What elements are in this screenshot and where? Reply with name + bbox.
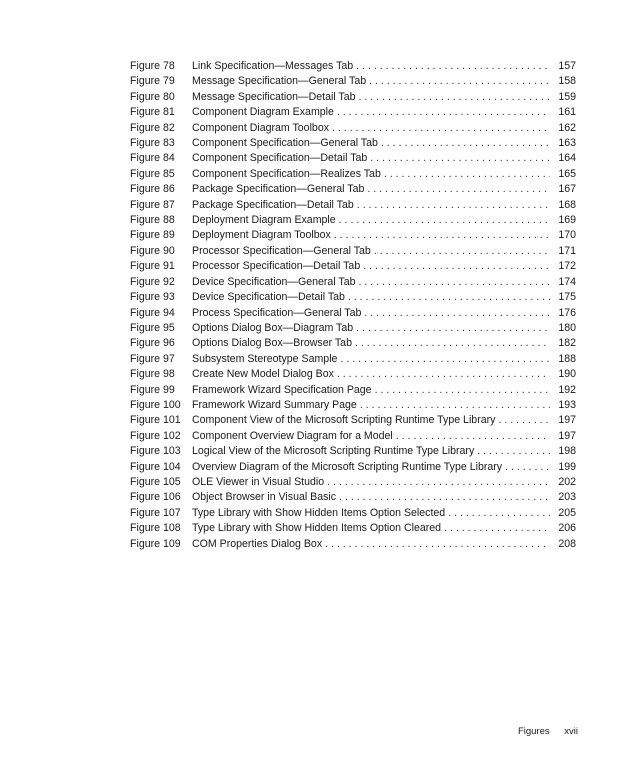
- figure-page-number: 163: [558, 137, 576, 150]
- dot-leader: [337, 367, 550, 382]
- figure-page-number: 203: [558, 491, 576, 504]
- dot-leader: [356, 59, 550, 74]
- page-footer: [518, 726, 578, 737]
- figure-entry[interactable]: [130, 490, 576, 505]
- dot-leader: [498, 413, 550, 428]
- dot-leader: [375, 383, 550, 398]
- figure-page-number: 192: [558, 383, 576, 396]
- figure-label: Figure 98: [130, 368, 175, 381]
- figure-entry[interactable]: [130, 444, 576, 459]
- figure-title: Options Dialog Box—Diagram Tab: [192, 321, 354, 334]
- figure-page-number: 167: [558, 183, 576, 196]
- figure-entry[interactable]: [130, 151, 576, 166]
- figure-page-number: 158: [558, 75, 576, 88]
- figure-title: Options Dialog Box—Browser Tab: [192, 337, 352, 350]
- figure-title: Process Specification—General Tab: [192, 306, 362, 319]
- figure-label: Figure 106: [130, 491, 181, 504]
- figure-title: Type Library with Show Hidden Items Option Cleared: [192, 522, 442, 535]
- figure-title: Package Specification—Detail Tab: [192, 198, 354, 211]
- figure-entry[interactable]: [130, 228, 576, 243]
- figure-label: Figure 96: [130, 337, 175, 350]
- figure-label: Figure 93: [130, 291, 175, 304]
- figure-title: Logical View of the Microsoft Scripting Runtime Type Library: [192, 445, 475, 458]
- dot-leader: [337, 105, 550, 120]
- figure-label: Figure 79: [130, 75, 175, 88]
- dot-leader: [359, 90, 550, 105]
- figure-label: Figure 109: [130, 537, 181, 550]
- dot-leader: [332, 121, 550, 136]
- figure-title: OLE Viewer in Visual Studio: [192, 475, 325, 488]
- figure-title: Component Specification—Detail Tab: [192, 152, 368, 165]
- figure-page-number: 165: [558, 167, 576, 180]
- figure-entry[interactable]: [130, 352, 576, 367]
- dot-leader: [360, 398, 550, 413]
- figure-page-number: 197: [558, 414, 576, 427]
- figure-title: Subsystem Stereotype Sample: [192, 352, 338, 365]
- figure-page-number: 206: [558, 522, 576, 535]
- dot-leader: [325, 537, 550, 552]
- figure-page-number: 172: [558, 260, 576, 273]
- figure-page-number: 199: [558, 460, 576, 473]
- figure-page-number: 188: [558, 352, 576, 365]
- dot-leader: [370, 151, 550, 166]
- figure-title: Processor Specification—Detail Tab: [192, 260, 361, 273]
- figure-entry[interactable]: [130, 121, 576, 136]
- figure-label: Figure 102: [130, 429, 181, 442]
- figure-entry[interactable]: [130, 290, 576, 305]
- dot-leader: [339, 490, 550, 505]
- figure-page-number: 170: [558, 229, 576, 242]
- figure-entry[interactable]: [130, 367, 576, 382]
- figure-label: Figure 90: [130, 244, 175, 257]
- dot-leader: [364, 306, 550, 321]
- dot-leader: [356, 321, 550, 336]
- figure-title: Deployment Diagram Example: [192, 214, 336, 227]
- figure-label: Figure 85: [130, 167, 175, 180]
- figure-label: Figure 81: [130, 106, 175, 119]
- dot-leader: [369, 74, 550, 89]
- figure-label: Figure 100: [130, 398, 181, 411]
- dot-leader: [381, 136, 550, 151]
- figure-title: Component Diagram Toolbox: [192, 121, 330, 134]
- figure-entry[interactable]: [130, 182, 576, 197]
- dot-leader: [334, 228, 550, 243]
- figure-entry[interactable]: [130, 198, 576, 213]
- figure-page-number: 174: [558, 275, 576, 288]
- figure-entry[interactable]: [130, 383, 576, 398]
- figure-entry[interactable]: [130, 429, 576, 444]
- dot-leader: [348, 290, 550, 305]
- figure-page-number: 162: [558, 121, 576, 134]
- figure-title: Deployment Diagram Toolbox: [192, 229, 331, 242]
- dot-leader: [505, 460, 550, 475]
- figure-page-number: 157: [558, 60, 576, 72]
- figure-page-number: 176: [558, 306, 576, 319]
- figure-title: Component Diagram Example: [192, 106, 334, 119]
- figure-title: Message Specification—General Tab: [192, 75, 367, 88]
- figure-title: Type Library with Show Hidden Items Option Selected: [192, 506, 446, 519]
- dot-leader: [359, 275, 550, 290]
- figure-page-number: 202: [558, 475, 576, 488]
- figure-label: Figure 84: [130, 152, 175, 165]
- figure-entry[interactable]: [130, 213, 576, 228]
- figure-entry[interactable]: [130, 521, 576, 536]
- figure-title: Component Overview Diagram for a Model: [192, 429, 393, 442]
- figure-entry[interactable]: [130, 59, 576, 74]
- figure-page-number: 193: [558, 398, 576, 411]
- dot-leader: [444, 521, 550, 536]
- figure-label: Figure 92: [130, 275, 175, 288]
- figure-entry[interactable]: [130, 506, 576, 521]
- dot-leader: [367, 182, 550, 197]
- figure-label: Figure 108: [130, 522, 181, 535]
- figure-label: Figure 95: [130, 321, 175, 334]
- figure-title: Device Specification—General Tab: [192, 275, 356, 288]
- list-of-figures: [130, 59, 576, 552]
- figure-label: Figure 94: [130, 306, 175, 319]
- dot-leader: [448, 506, 550, 521]
- figure-entry[interactable]: [130, 306, 576, 321]
- footer-page-number: xvii: [564, 726, 578, 737]
- figure-title: Component View of the Microsoft Scripting Runtime Type Library: [192, 414, 496, 427]
- figure-page-number: 175: [558, 291, 576, 304]
- figure-page-number: 197: [558, 429, 576, 442]
- figure-label: Figure 82: [130, 121, 175, 134]
- figure-title: Create New Model Dialog Box: [192, 368, 334, 381]
- dot-leader: [374, 244, 550, 259]
- dot-leader: [396, 429, 550, 444]
- figure-label: Figure 105: [130, 475, 181, 488]
- figure-label: Figure 103: [130, 445, 181, 458]
- figure-title: Overview Diagram of the Microsoft Scripting Runtime Type Library: [192, 460, 503, 473]
- figure-entry[interactable]: [130, 90, 576, 105]
- figure-label: Figure 91: [130, 260, 175, 273]
- figure-page-number: 171: [558, 244, 576, 257]
- figure-entry[interactable]: [130, 321, 576, 336]
- figure-label: Figure 87: [130, 198, 175, 211]
- figure-entry[interactable]: [130, 167, 576, 182]
- figure-page-number: 208: [558, 537, 576, 550]
- figure-label: Figure 83: [130, 137, 175, 150]
- figure-title: Framework Wizard Summary Page: [192, 398, 357, 411]
- figure-entry[interactable]: [130, 460, 576, 475]
- figure-entry[interactable]: [130, 398, 576, 413]
- figure-label: Figure 97: [130, 352, 175, 365]
- figure-label: Figure 99: [130, 383, 175, 396]
- figure-entry[interactable]: [130, 105, 576, 120]
- figure-label: Figure 88: [130, 214, 175, 227]
- figure-page-number: 161: [558, 106, 576, 119]
- figure-page-number: 169: [558, 214, 576, 227]
- figure-title: Link Specification—Messages Tab: [192, 60, 354, 72]
- figure-page-number: 180: [558, 321, 576, 334]
- dot-leader: [327, 475, 550, 490]
- figure-title: Processor Specification—General Tab: [192, 244, 371, 257]
- dot-leader: [340, 352, 550, 367]
- figure-label: Figure 86: [130, 183, 175, 196]
- figure-page-number: 182: [558, 337, 576, 350]
- figure-title: COM Properties Dialog Box: [192, 537, 323, 550]
- figure-title: Message Specification—Detail Tab: [192, 90, 356, 103]
- dot-leader: [355, 336, 550, 351]
- figure-title: Framework Wizard Specification Page: [192, 383, 372, 396]
- figure-entry[interactable]: [130, 259, 576, 274]
- dot-leader: [477, 444, 550, 459]
- figure-page-number: 198: [558, 445, 576, 458]
- dot-leader: [357, 198, 550, 213]
- dot-leader: [363, 259, 550, 274]
- figure-entry[interactable]: [130, 413, 576, 428]
- figure-title: Device Specification—Detail Tab: [192, 291, 345, 304]
- figure-title: Component Specification—Realizes Tab: [192, 167, 381, 180]
- figure-title: Component Specification—General Tab: [192, 137, 378, 150]
- figure-label: Figure 101: [130, 414, 181, 427]
- figure-page-number: 168: [558, 198, 576, 211]
- figure-label: Figure 104: [130, 460, 181, 473]
- dot-leader: [384, 167, 550, 182]
- figure-page-number: 205: [558, 506, 576, 519]
- figure-entry[interactable]: [130, 74, 576, 89]
- figure-title: Object Browser in Visual Basic: [192, 491, 337, 504]
- figure-entry[interactable]: [130, 336, 576, 351]
- figure-page-number: 159: [558, 90, 576, 103]
- figure-label: Figure 89: [130, 229, 175, 242]
- figure-entry[interactable]: [130, 275, 576, 290]
- dot-leader: [339, 213, 550, 228]
- figure-label: Figure 78: [130, 60, 175, 72]
- figure-page-number: 190: [558, 368, 576, 381]
- figure-entry[interactable]: [130, 244, 576, 259]
- figure-title: Package Specification—General Tab: [192, 183, 365, 196]
- figure-entry[interactable]: [130, 136, 576, 151]
- figure-label: Figure 107: [130, 506, 181, 519]
- figure-entry[interactable]: [130, 475, 576, 490]
- footer-section-title: Figures: [517, 726, 550, 737]
- figure-page-number: 164: [558, 152, 576, 165]
- figure-label: Figure 80: [130, 90, 175, 103]
- figure-entry[interactable]: [130, 537, 576, 552]
